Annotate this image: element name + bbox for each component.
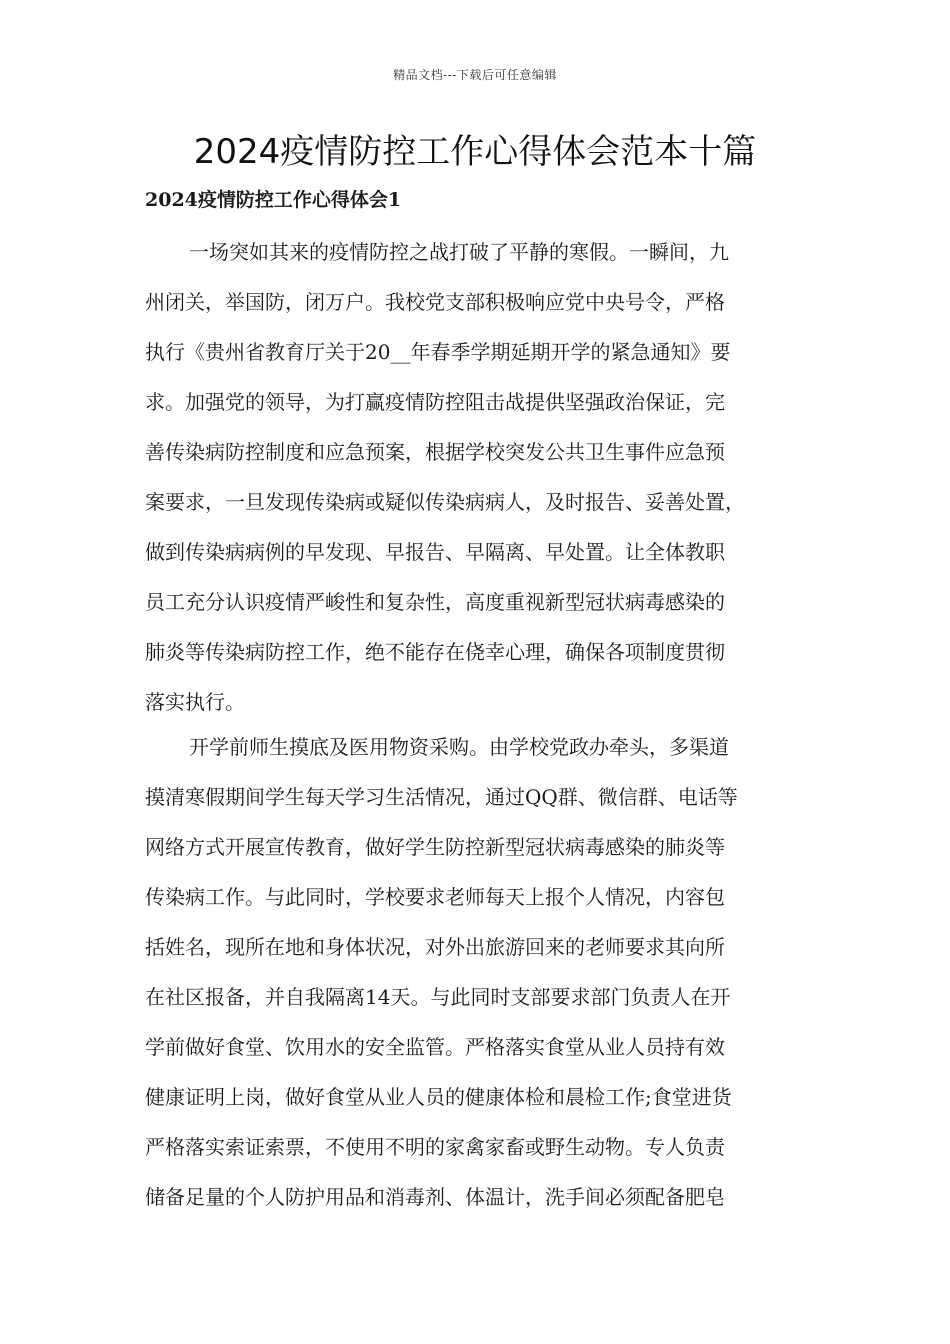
paragraph-line: 严格落实索证索票，不使用不明的家禽家畜或野生动物。专人负责 — [145, 1135, 725, 1159]
section-heading: 2024疫情防控工作心得体会1 — [145, 189, 402, 211]
paragraph-line: 州闭关，举国防，闭万户。我校党支部积极响应党中央号令，严格 — [145, 290, 725, 314]
paragraph-line: 在社区报备，并自我隔离14天。与此同时支部要求部门负责人在开 — [145, 985, 731, 1009]
page-title: 2024疫情防控工作心得体会范本十篇 — [193, 132, 757, 172]
paragraph-line: 括姓名，现所在地和身体状况，对外出旅游回来的老师要求其向所 — [145, 935, 725, 959]
paragraph-line: 储备足量的个人防护用品和消毒剂、体温计，洗手间必须配备肥皂 — [145, 1185, 725, 1209]
paragraph-line: 一场突如其来的疫情防控之战打破了平静的寒假。一瞬间，九 — [189, 240, 729, 264]
paragraph-line: 健康证明上岗，做好食堂从业人员的健康体检和晨检工作;食堂进货 — [145, 1085, 732, 1109]
paragraph-line: 案要求，一旦发现传染病或疑似传染病病人，及时报告、妥善处置， — [145, 490, 745, 514]
paragraph-line: 摸清寒假期间学生每天学习生活情况，通过QQ群、微信群、电话等 — [145, 785, 738, 809]
paragraph-line: 学前做好食堂、饮用水的安全监管。严格落实食堂从业人员持有效 — [145, 1035, 725, 1059]
paragraph-1 — [145, 227, 810, 727]
paragraph-line: 落实执行。 — [145, 690, 245, 714]
paragraph-line: 传染病工作。与此同时，学校要求老师每天上报个人情况，内容包 — [145, 885, 725, 909]
paragraph-line: 肺炎等传染病防控工作，绝不能存在侥幸心理，确保各项制度贯彻 — [145, 640, 725, 664]
paragraph-line: 善传染病防控制度和应急预案，根据学校突发公共卫生事件应急预 — [145, 440, 725, 464]
paragraph-line: 员工充分认识疫情严峻性和复杂性，高度重视新型冠状病毒感染的 — [145, 590, 725, 614]
paragraph-line: 网络方式开展宣传教育，做好学生防控新型冠状病毒感染的肺炎等 — [145, 835, 725, 859]
paragraph-line: 做到传染病病例的早发现、早报告、早隔离、早处置。让全体教职 — [145, 540, 725, 564]
paragraph-2 — [145, 722, 810, 1222]
paragraph-line: 执行《贵州省教育厅关于20__年春季学期延期开学的紧急通知》要 — [145, 340, 731, 364]
paragraph-line: 求。加强党的领导，为打赢疫情防控阻击战提供坚强政治保证，完 — [145, 390, 725, 414]
header-note: 精品文档---下载后可任意编辑 — [393, 68, 557, 82]
paragraph-line: 开学前师生摸底及医用物资采购。由学校党政办牵头，多渠道 — [189, 735, 729, 759]
